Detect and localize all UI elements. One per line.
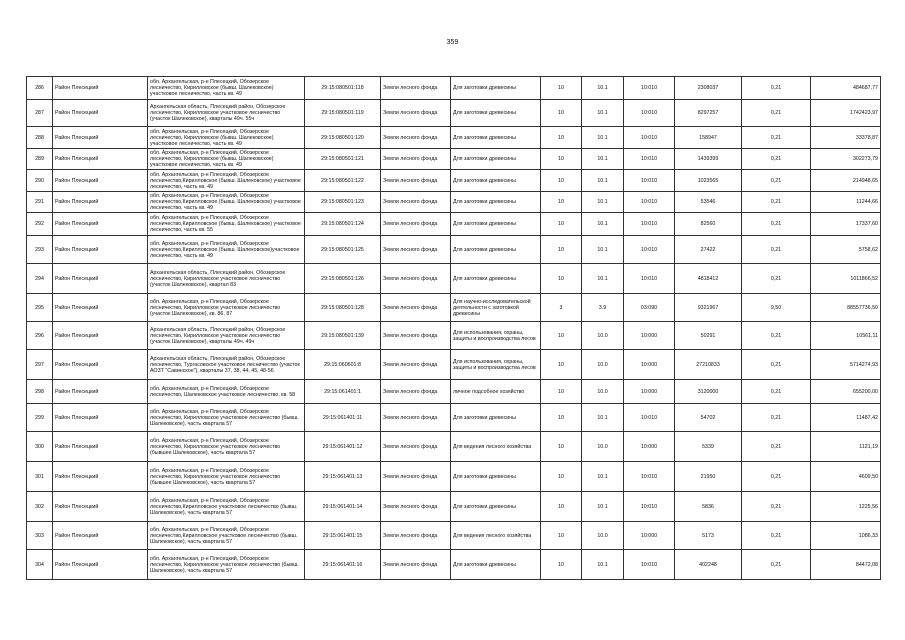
table-row [27,492,881,522]
table-row [27,264,881,294]
payment-cell: 84472,08 [811,550,881,580]
row-number: 298 [27,380,53,404]
permitted-use-cell: Для использования, охраны, защиты и воспроизводства лесов [451,350,541,380]
quarter-cell: 10 [541,550,582,580]
permitted-use-cell: Для заготовки древесины [451,77,541,100]
cadastral-number-cell: 29:15:080501:128 [305,294,381,322]
rate-cell: 0,21 [742,432,811,462]
area-cell: 4818412 [675,264,742,294]
permitted-use-cell: Для заготовки древесины [451,213,541,236]
permitted-use-cell: Для заготовки древесины [451,149,541,170]
rate-cell: 0,21 [742,404,811,432]
district-cell: Район Плесецкий [53,149,148,170]
row-number: 302 [27,492,53,522]
area-cell: 402248 [675,550,742,580]
rate-cell: 0,21 [742,149,811,170]
district-cell: Район Плесецкий [53,213,148,236]
land-category-cell: Земли лесного фонда [381,170,451,192]
permitted-use-cell: Для ведения лесного хозяйства [451,522,541,550]
area-cell: 1023565 [675,170,742,192]
code-cell: 10:010 [624,170,675,192]
land-category-cell: Земли лесного фонда [381,294,451,322]
cadastral-number-cell: 29:15:061401:15 [305,522,381,550]
rate-cell: 9,50 [742,294,811,322]
payment-cell: 1225,56 [811,492,881,522]
land-category-cell: Земли лесного фонда [381,77,451,100]
subsection-cell: 10.1 [582,77,624,100]
payment-cell: 214948,65 [811,170,881,192]
subsection-cell: 10.1 [582,404,624,432]
payment-cell: 1086,33 [811,522,881,550]
table-row [27,236,881,264]
row-number: 289 [27,149,53,170]
code-cell: 10:010 [624,213,675,236]
code-cell: 10:010 [624,492,675,522]
table-row [27,100,881,127]
table-row [27,149,881,170]
location-cell: обл. Архангельская, р-н Плесецкий, Обозерское лесничество,Кирилловское участковое лесничество (бывш. Шалековское), часть квартала 57 [148,492,305,522]
location-cell: обл. Архангельская, р-н Плесецкий, Обозерское лесничество,Кирилловское (бывш. Шалековское) участковое лесничество, часть кв. 55 [148,213,305,236]
location-cell: обл. Архангельская, р-н Плесецкий, Обозерское лесничество, Кирилловское участковое лесничество (участок Шалековское), кв. 86, 87 [148,294,305,322]
area-cell: 54702 [675,404,742,432]
area-cell: 5339 [675,432,742,462]
quarter-cell: 3 [541,294,582,322]
district-cell: Район Плесецкий [53,127,148,149]
row-number: 294 [27,264,53,294]
cadastral-number-cell: 29:15:080501:118 [305,77,381,100]
permitted-use-cell: Для использования, охраны, защиты и воспроизводства лесов [451,322,541,350]
table-body [27,77,881,580]
code-cell: 10:010 [624,550,675,580]
table-row [27,550,881,580]
quarter-cell: 10 [541,170,582,192]
land-category-cell: Земли лесного фонда [381,100,451,127]
area-cell: 2308037 [675,77,742,100]
location-cell: Архангельская область, Плесецкий район, Обозерское лесничество, Кирилловское участковое лесничество (участок Шалековское), кварталы 49ч. 49ч [148,322,305,350]
table-row [27,432,881,462]
cadastral-number-cell: 29:15:061401:13 [305,462,381,492]
subsection-cell: 10.1 [582,149,624,170]
quarter-cell: 10 [541,236,582,264]
land-category-cell: Земли лесного фонда [381,350,451,380]
district-cell: Район Плесецкий [53,77,148,100]
table-row [27,462,881,492]
rate-cell: 0,21 [742,322,811,350]
payment-cell: 1742423,97 [811,100,881,127]
subsection-cell: 10.0 [582,322,624,350]
location-cell: обл. Архангельская, р-н Плесецкий, Обозерское лесничество,Кирилловское (бывш. Шалековское) участковое лесничество, часть кв. 49 [148,192,305,213]
quarter-cell: 10 [541,350,582,380]
location-cell: Архангельская область, Плесецкий район, Обозерское лесничество, Кирилловское участковое лесничество (участок Шалековское), квартал 83 [148,264,305,294]
quarter-cell: 10 [541,462,582,492]
land-category-cell: Земли лесного фонда [381,380,451,404]
rate-cell: 0,21 [742,522,811,550]
cadastral-number-cell: 29:15:080501:124 [305,213,381,236]
quarter-cell: 10 [541,264,582,294]
subsection-cell: 10.1 [582,462,624,492]
district-cell: Район Плесецкий [53,192,148,213]
location-cell: обл. Архангельская, р-н Плесецкий, Обозерское лесничество, Кирилловское участковое лесничество (бывшее Шалековское), часть квартала 57 [148,462,305,492]
subsection-cell: 10.0 [582,522,624,550]
cadastral-number-cell: 29:15:080501:123 [305,192,381,213]
code-cell: 10:010 [624,149,675,170]
payment-cell: 10561,11 [811,322,881,350]
payment-cell: 1011866,52 [811,264,881,294]
rate-cell: 0,21 [742,550,811,580]
district-cell: Район Плесецкий [53,404,148,432]
table-row [27,77,881,100]
cadastral-number-cell: 29:15:080501:121 [305,149,381,170]
area-cell: 1439399 [675,149,742,170]
code-cell: 10:000 [624,380,675,404]
row-number: 286 [27,77,53,100]
subsection-cell: 10.1 [582,213,624,236]
row-number: 304 [27,550,53,580]
row-number: 299 [27,404,53,432]
land-category-cell: Земли лесного фонда [381,522,451,550]
permitted-use-cell: Для заготовки древесины [451,127,541,149]
rate-cell: 0,21 [742,236,811,264]
table-row [27,213,881,236]
rate-cell: 0,21 [742,350,811,380]
district-cell: Район Плесецкий [53,550,148,580]
rate-cell: 0,21 [742,264,811,294]
location-cell: Архангельская область, Плесецкий район, Обозерское лесничество, Кирилловское участковое лесничество (участок Шалековское), кварталы 49ч. 55ч [148,100,305,127]
district-cell: Район Плесецкий [53,294,148,322]
district-cell: Район Плесецкий [53,380,148,404]
code-cell: 10:010 [624,192,675,213]
district-cell: Район Плесецкий [53,100,148,127]
location-cell: обл. Архангельская, р-н Плесецкий, Обозерское лесничество,Кирилловское (бывш. Шалековское) участковое лесничество, часть кв. 49 [148,170,305,192]
land-category-cell: Земли лесного фонда [381,550,451,580]
payment-cell: 4609,50 [811,462,881,492]
permitted-use-cell: Для заготовки древесины [451,264,541,294]
code-cell: 03:090 [624,294,675,322]
payment-cell: 88557736,50 [811,294,881,322]
district-cell: Район Плесецкий [53,170,148,192]
land-category-cell: Земли лесного фонда [381,432,451,462]
subsection-cell: 3.9 [582,294,624,322]
subsection-cell: 10.1 [582,236,624,264]
district-cell: Район Плесецкий [53,492,148,522]
land-category-cell: Земли лесного фонда [381,236,451,264]
row-number: 300 [27,432,53,462]
payment-cell: 11244,66 [811,192,881,213]
rate-cell: 0,21 [742,462,811,492]
subsection-cell: 10.0 [582,380,624,404]
code-cell: 10:010 [624,404,675,432]
area-cell: 5836 [675,492,742,522]
table-row [27,350,881,380]
location-cell: обл. Архангельская, р-н Плесецкий, Обозерское лесничество,Кирилловское участковое лесничество (бывш. Шалековское), часть квартала 57 [148,522,305,550]
code-cell: 10:010 [624,264,675,294]
row-number: 287 [27,100,53,127]
rate-cell: 0,21 [742,213,811,236]
quarter-cell: 10 [541,322,582,350]
land-registry-table [26,76,881,580]
quarter-cell: 10 [541,380,582,404]
payment-cell: 17337,60 [811,213,881,236]
code-cell: 10:010 [624,127,675,149]
district-cell: Район Плесецкий [53,432,148,462]
subsection-cell: 10.1 [582,127,624,149]
location-cell: обл. Архангельская, р-н Плесецкий, Обозерское лесничество, Кирилловское (бывш. Шалековское) участковое лесничество, часть кв. 49 [148,127,305,149]
cadastral-number-cell: 29:15:080501:125 [305,236,381,264]
district-cell: Район Плесецкий [53,236,148,264]
cadastral-number-cell: 29:15:061401:1 [305,380,381,404]
permitted-use-cell: Для заготовки древесины [451,492,541,522]
subsection-cell: 10.0 [582,350,624,380]
permitted-use-cell: Для заготовки древесины [451,550,541,580]
cadastral-number-cell: 29:15:080501:126 [305,264,381,294]
quarter-cell: 10 [541,522,582,550]
payment-cell: 302273,79 [811,149,881,170]
permitted-use-cell: Для научно-исследовательской деятельности с заготовкой древесины [451,294,541,322]
location-cell: Архангельская область, Плесецкий район, Обозерское лесничество, Тургасовское участковое лесничество (участок АОЗТ "Савинское"), кварталы 37, 38, 44, 45, 48-56 [148,350,305,380]
district-cell: Район Плесецкий [53,322,148,350]
district-cell: Район Плесецкий [53,350,148,380]
row-number: 288 [27,127,53,149]
cadastral-number-cell: 29:15:061401:14 [305,492,381,522]
cadastral-number-cell: 29:15:080501:119 [305,100,381,127]
table-row [27,522,881,550]
quarter-cell: 10 [541,100,582,127]
location-cell: обл. Архангельская, р-н Плесецкий, Обозерское лесничество, Кирилловское участковое лесничество (бывш. Шалековское), часть квартала 57 [148,404,305,432]
row-number: 292 [27,213,53,236]
cadastral-number-cell: 29:15:061401:12 [305,432,381,462]
quarter-cell: 10 [541,404,582,432]
code-cell: 10:010 [624,236,675,264]
table-row [27,322,881,350]
subsection-cell: 10.1 [582,264,624,294]
area-cell: 8297257 [675,100,742,127]
permitted-use-cell: Для заготовки древесины [451,236,541,264]
rate-cell: 0,21 [742,170,811,192]
cadastral-number-cell: 29:15:061401:11 [305,404,381,432]
subsection-cell: 10.1 [582,550,624,580]
cadastral-number-cell: 29:15:080501:120 [305,127,381,149]
rate-cell: 0,21 [742,77,811,100]
quarter-cell: 10 [541,432,582,462]
cadastral-number-cell: 29:15:061401:16 [305,550,381,580]
land-category-cell: Земли лесного фонда [381,149,451,170]
row-number: 293 [27,236,53,264]
row-number: 290 [27,170,53,192]
code-cell: 10:000 [624,432,675,462]
land-category-cell: Земли лесного фонда [381,127,451,149]
page-number: 359 [446,39,459,46]
area-cell: 3120000 [675,380,742,404]
subsection-cell: 10.0 [582,432,624,462]
area-cell: 50291 [675,322,742,350]
cadastral-number-cell: 29:15:080501:122 [305,170,381,192]
location-cell: обл. Архангельская, р-н Плесецкий, Обозерское лесничество,Кирилловское (бывш. Шалековское)участковое лесничество, часть кв. 49 [148,236,305,264]
quarter-cell: 10 [541,127,582,149]
row-number: 295 [27,294,53,322]
code-cell: 10:010 [624,462,675,492]
table-row [27,380,881,404]
payment-cell: 1121,19 [811,432,881,462]
permitted-use-cell: Для заготовки древесины [451,462,541,492]
payment-cell: 5714274,93 [811,350,881,380]
land-category-cell: Земли лесного фонда [381,492,451,522]
row-number: 301 [27,462,53,492]
area-cell: 27210833 [675,350,742,380]
code-cell: 10:000 [624,350,675,380]
district-cell: Район Плесецкий [53,522,148,550]
district-cell: Район Плесецкий [53,462,148,492]
quarter-cell: 10 [541,149,582,170]
code-cell: 10:010 [624,100,675,127]
location-cell: обл. Архангельская, р-н Плесецкий, Обозерское лесничество, Кирилловское участковое лесничество (бывшее Шалековское), часть квартала 57 [148,432,305,462]
rate-cell: 0,21 [742,127,811,149]
area-cell: 158947 [675,127,742,149]
subsection-cell: 10.1 [582,100,624,127]
quarter-cell: 10 [541,192,582,213]
permitted-use-cell: Для заготовки древесины [451,170,541,192]
table-row [27,170,881,192]
permitted-use-cell: Для заготовки древесины [451,100,541,127]
land-category-cell: Земли лесного фонда [381,213,451,236]
payment-cell: 33378,87 [811,127,881,149]
rate-cell: 0,21 [742,192,811,213]
land-category-cell: Земли лесного фонда [381,264,451,294]
rate-cell: 0,21 [742,492,811,522]
land-category-cell: Земли лесного фонда [381,322,451,350]
row-number: 297 [27,350,53,380]
location-cell: обл. Архангельская, р-н Плесецкий, Обозерское лесничество, Кирилловское (бывш. Шалековское) участковое лесничество, часть кв. 49 [148,149,305,170]
land-category-cell: Земли лесного фонда [381,192,451,213]
permitted-use-cell: Для заготовки древесины [451,404,541,432]
quarter-cell: 10 [541,213,582,236]
row-number: 296 [27,322,53,350]
rate-cell: 0,21 [742,380,811,404]
payment-cell: 484687,77 [811,77,881,100]
area-cell: 53546 [675,192,742,213]
row-number: 291 [27,192,53,213]
payment-cell: 11487,42 [811,404,881,432]
row-number: 303 [27,522,53,550]
area-cell: 9321967 [675,294,742,322]
code-cell: 10:000 [624,322,675,350]
payment-cell: 655200,00 [811,380,881,404]
quarter-cell: 10 [541,492,582,522]
table-row [27,294,881,322]
subsection-cell: 10.1 [582,492,624,522]
location-cell: обл. Архангельская, р-н Плесецкий, Обозерское лесничество, Кирилловское участковое лесничество (бывш. Шалековское), часть квартала 57 [148,550,305,580]
quarter-cell: 10 [541,77,582,100]
cadastral-number-cell: 29:15:080501:139 [305,322,381,350]
area-cell: 27422 [675,236,742,264]
payment-cell: 5758,62 [811,236,881,264]
table-row [27,404,881,432]
rate-cell: 0,21 [742,100,811,127]
location-cell: обл. Архангельская, р-н Плесецкий, Обозерское лесничество, Кирилловское (бывш. Шалековское) участковое лесничество, часть кв. 49 [148,77,305,100]
code-cell: 10:000 [624,522,675,550]
subsection-cell: 10.1 [582,170,624,192]
subsection-cell: 10.1 [582,192,624,213]
code-cell: 10:010 [624,77,675,100]
land-category-cell: Земли лесного фонда [381,404,451,432]
cadastral-number-cell: 29:15:060601:8 [305,350,381,380]
table-row [27,127,881,149]
district-cell: Район Плесецкий [53,264,148,294]
area-cell: 82560 [675,213,742,236]
location-cell: обл. Архангельская, р-н Плесецкий, Обозерское лесничество, Шалековское участковое лесничество, кв. 58 [148,380,305,404]
permitted-use-cell: Для ведения лесного хозяйства [451,432,541,462]
permitted-use-cell: Для заготовки древесины [451,192,541,213]
permitted-use-cell: личное подсобное хозяйство [451,380,541,404]
table-row [27,192,881,213]
area-cell: 5173 [675,522,742,550]
land-category-cell: Земли лесного фонда [381,462,451,492]
area-cell: 21950 [675,462,742,492]
